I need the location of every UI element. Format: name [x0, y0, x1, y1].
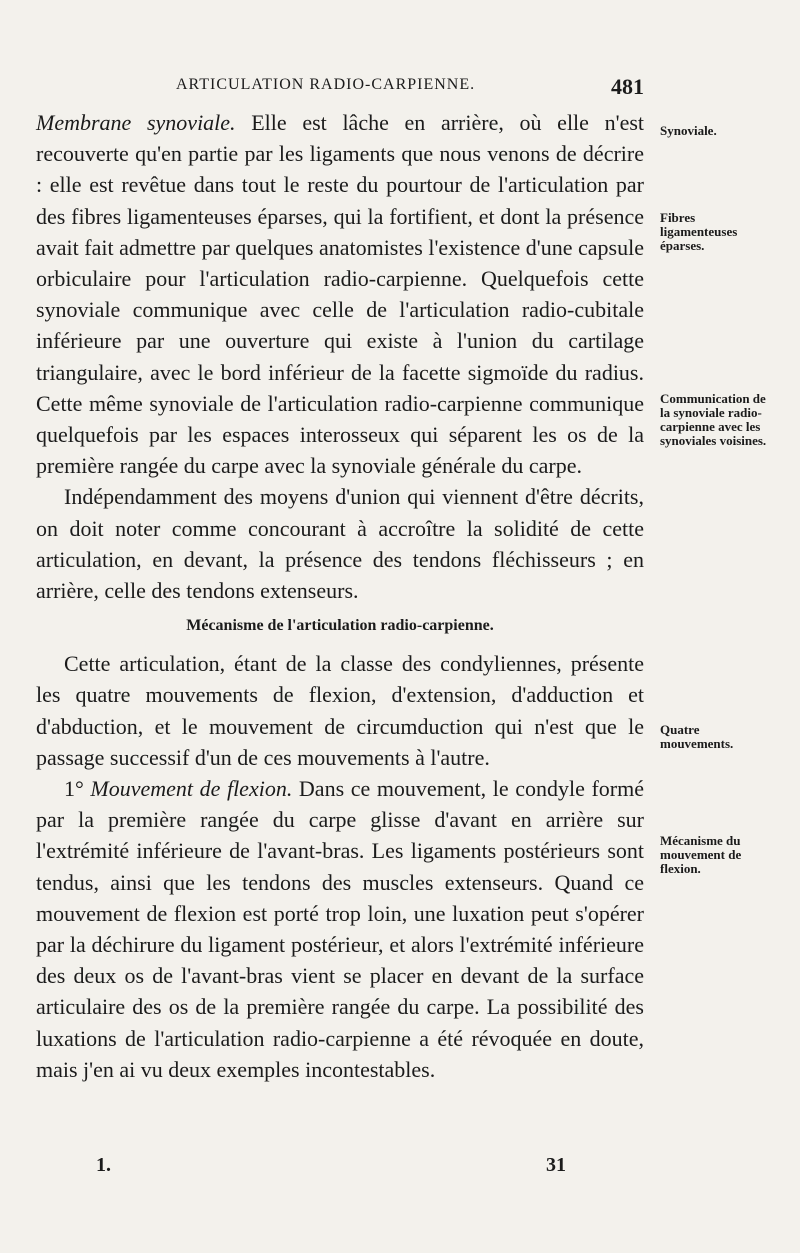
page-footer	[96, 1154, 564, 1178]
signature-mark: 1.	[96, 1154, 111, 1176]
margin-note-communication: Communication de la synoviale radio-carpienne avec les synoviales voisines.	[660, 391, 767, 448]
header-title: ARTICULATION RADIO-CARPIENNE.	[176, 76, 476, 93]
paragraph-3: Cette articulation, étant de la classe des condyliennes, présente les quatre mouvements de flexion, d'extension, d'adduction et d'abduction, et le mouvement de circumduction qui n'est que le passage successif d'un de ces mouvements à l'autre.	[36, 651, 644, 770]
paragraph-1	[36, 107, 644, 481]
paragraph-1-text: Elle est lâche en arrière, où elle n'est recouverte qu'en partie par les ligaments que nous venons de décrire : elle est revêtue dans tout le reste du pourtour de l'articulation par des fibres ligamenteuses éparses, qui la fortifient, et dont la présence avait fait admettre par quelques anatomistes l'existence d'une capsule orbiculaire pour l'articulation radio-carpienne. Quelquefois cette synoviale communique avec celle de l'articulation radio-cubitale inférieure par une ouverture qui existe à l'union du cartilage triangulaire, avec le bord inférieur de la facette sigmoïde du radius. Cette même synoviale de l'articulation radio-carpienne communique quelquefois par les espaces interosseux qui séparent les os de la première rangée du carpe avec la synoviale générale du carpe.	[36, 110, 645, 479]
margin-note-quatre-mouvements: Quatre mouvements.	[660, 722, 734, 751]
section-heading: Mécanisme de l'articulation radio-carpienne.	[186, 617, 494, 635]
margin-note-mecanisme: Mécanisme du mouvement de flexion.	[660, 833, 742, 876]
running-header	[36, 76, 644, 102]
paragraph-2: Indépendamment des moyens d'union qui viennent d'être décrits, on doit noter comme concourant à accroître la solidité de cette articulation, en devant, la présence des tendons fléchisseurs ; en arrière, celle des tendons extenseurs.	[36, 484, 644, 604]
paragraph-4	[36, 773, 644, 1085]
paragraph-4-number: 1°	[64, 776, 84, 802]
margin-note-fibres: Fibres ligamenteuses éparses.	[660, 210, 738, 253]
page-mark: 31	[546, 1154, 566, 1176]
margin-note-synoviale: Synoviale.	[660, 123, 717, 138]
paragraph-4-text: Dans ce mouvement, le condyle formé par la première rangée du carpe glisse d'avant en arrière sur l'extrémité inférieure de l'avant-bras. Les ligaments postérieurs sont tendus, ainsi que les tendons des muscles extenseurs. Quand ce mouvement de flexion est porté trop loin, une luxation peut s'opérer par la déchirure du ligament postérieur, et alors l'extrémité inférieure des deux os de l'avant-bras vient se placer en devant de la surface articulaire des os de la première rangée du carpe. La possibilité des luxations de l'articulation radio-carpienne a été révoquée en doute, mais j'en ai vu deux exemples incontestables.	[36, 776, 644, 1082]
paragraph-4-lead: Mouvement de flexion.	[90, 776, 293, 802]
paragraph-1-lead: Membrane synoviale.	[36, 110, 236, 135]
main-text	[36, 107, 644, 1085]
page-number: 481	[611, 74, 644, 99]
